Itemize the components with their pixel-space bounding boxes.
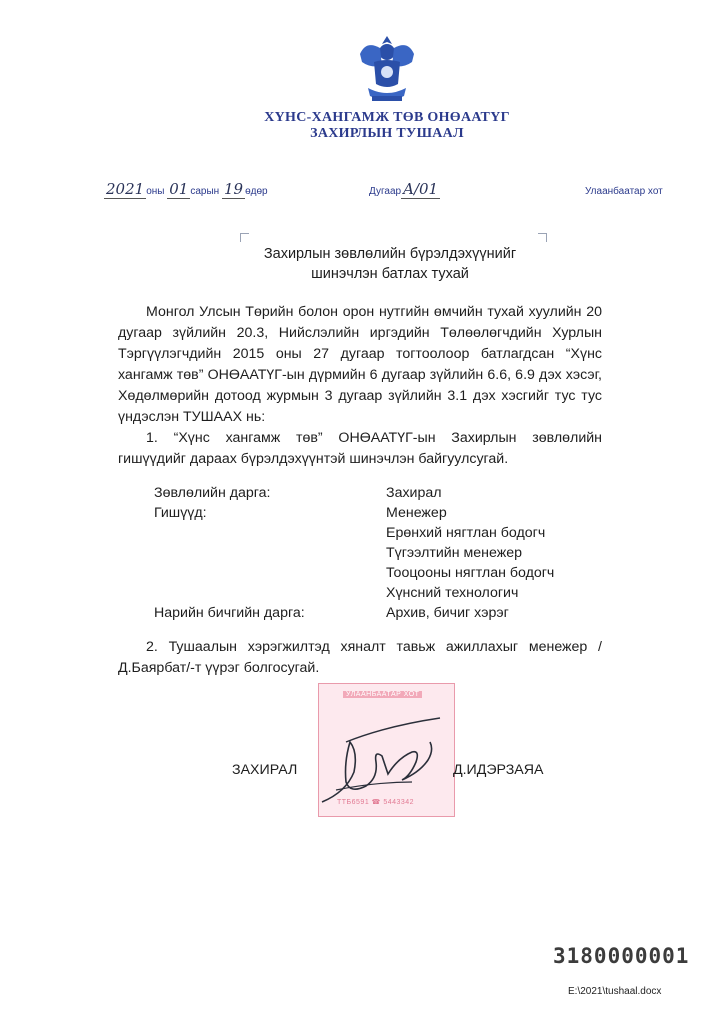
roster-role: Нарийн бичгийн дарга:: [154, 605, 305, 621]
stamp-bottom-text: ТТБ6591 ☎ 5443342: [337, 799, 415, 806]
order-number: A/01: [403, 180, 439, 198]
order-number-line: [369, 180, 440, 199]
roster-role: [154, 523, 386, 543]
council-roster: [154, 483, 554, 623]
roster-role: Зөвлөлийн дарга:: [154, 485, 271, 501]
roster-role: [154, 563, 386, 583]
organization-header: [0, 110, 724, 142]
date-month: 01: [169, 180, 189, 198]
signatory-title: ЗАХИРАЛ: [232, 762, 298, 778]
roster-member: Менежер: [386, 505, 447, 521]
organization-name: ХҮНС-ХАНГАМЖ ТӨВ ОНӨААТҮГ: [264, 110, 510, 125]
roster-member: Захирал: [386, 485, 442, 501]
order-item-1: 1. “Хүнс хангамж төв” ОНӨААТҮГ-ын Захирлын зөвлөлийн гишүүдийг дараах бүрэлдэхүүнтэй шинэчлэн байгуулсугай.: [118, 430, 602, 467]
roster-row: [154, 523, 554, 543]
roster-role: [154, 543, 386, 563]
roster-row: [154, 483, 554, 503]
roster-member: Архив, бичиг хэрэг: [386, 605, 509, 621]
document-type: ЗАХИРЛЫН ТУШААЛ: [310, 126, 464, 141]
roster-role: Гишүүд:: [154, 505, 207, 521]
date-day-suffix: өдөр: [245, 186, 268, 197]
date-day: 19: [223, 180, 244, 198]
roster-member: Түгээлтийн менежер: [386, 545, 522, 561]
order-number-label: Дугаар: [369, 186, 402, 197]
subject-line-1: Захирлын зөвлөлийн бүрэлдэхүүнийг: [263, 246, 517, 262]
subject-corner-left: [240, 233, 249, 242]
subject-heading: [230, 244, 550, 284]
emblem-logo: [352, 32, 422, 104]
date-year-suffix: оны: [146, 186, 165, 197]
signatory-name: Д.ИДЭРЗАЯА: [453, 762, 544, 778]
date-line: [104, 180, 268, 199]
handwritten-signature: [316, 712, 446, 812]
roster-member: Хүнсний технологич: [386, 585, 519, 601]
date-year: 2021: [106, 180, 145, 198]
roster-row: [154, 543, 554, 563]
stamp-top-text: УЛААНБААТАР ХОТ: [343, 691, 422, 698]
roster-row: [154, 563, 554, 583]
order-item-2: 2. Тушаалын хэрэгжилтэд хяналт тавьж ажиллахыг менежер /Д.Баярбат/-т үүрэг болгосугай.: [118, 639, 602, 676]
file-path: E:\2021\tushaal.docx: [568, 986, 662, 997]
roster-role: [154, 583, 386, 603]
location: Улаанбаатар хот: [585, 186, 663, 197]
subject-line-2: шинэчлэн батлах тухай: [311, 266, 469, 282]
document-number: 3180000001: [553, 944, 690, 968]
subject-corner-right: [538, 233, 547, 242]
roster-member: Ерөнхий нягтлан бодогч: [386, 525, 546, 541]
roster-row: [154, 583, 554, 603]
date-month-suffix: сарын: [190, 186, 220, 197]
preamble-paragraph: Монгол Улсын Төрийн болон орон нутгийн өмчийн тухай хуулийн 20 дугаар зүйлийн 20.3, Нийслэлийн иргэдийн Төлөөлөгчдийн Хурлын Тэргүүлэгчдийн 2015 оны 27 дугаар тогтоолоор батлагдсан “Хүнс хангамж төв” ОНӨААТҮГ-ын дүрмийн 6 дугаар зүйлийн 6.6, 6.9 дэх хэсэг, Хөдөлмөрийн дотоод журмын 3 дугаар зүйлийн 3.1 дэх хэсгийг тус тус үндэслэн ТУШААХ нь:: [118, 304, 602, 425]
roster-row: [154, 503, 554, 523]
roster-row: [154, 603, 554, 623]
roster-member: Тооцооны нягтлан бодогч: [386, 565, 555, 581]
